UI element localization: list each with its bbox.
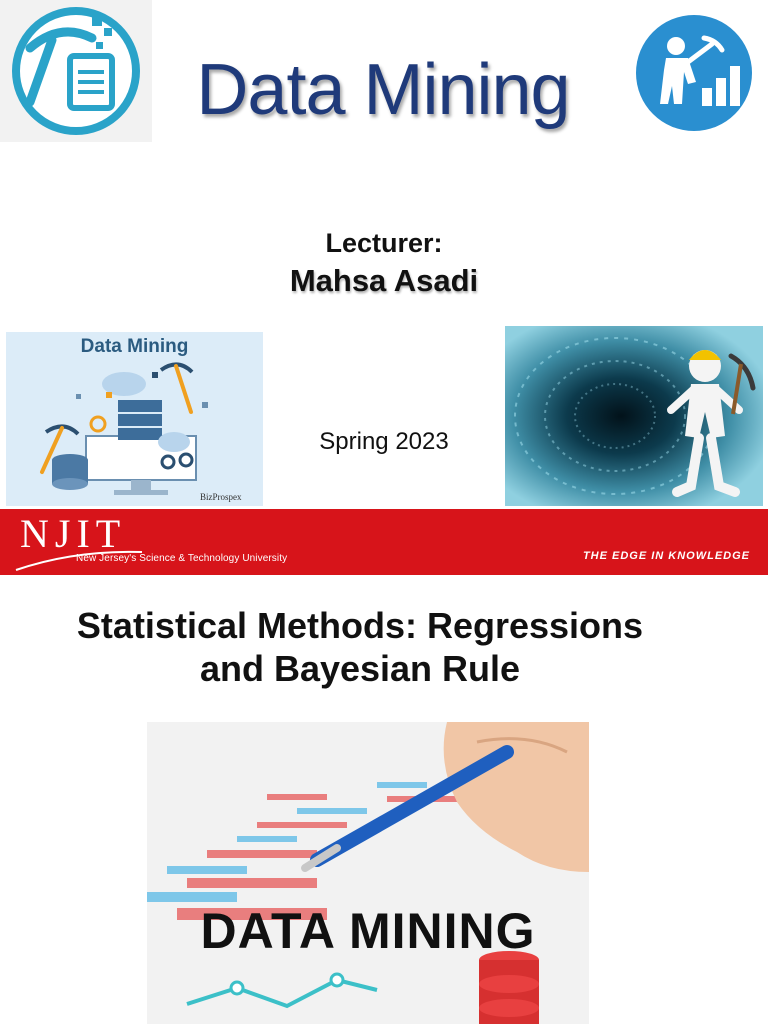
njit-subtitle: New Jersey's Science & Technology University <box>76 553 288 564</box>
njit-tagline: THE EDGE IN KNOWLEDGE <box>582 550 750 562</box>
bottom-image-caption: DATA MINING <box>200 903 536 959</box>
lecturer-name: Mahsa Asadi <box>289 263 479 298</box>
pen-chart-illustration-icon <box>147 722 589 1024</box>
miner-chart-icon <box>616 0 768 146</box>
topic-title-line-2: and Bayesian Rule <box>199 648 521 689</box>
left-image-caption: Data Mining <box>80 336 189 357</box>
semester-label: Spring 2023 <box>319 428 449 455</box>
lecturer-label: Lecturer: <box>325 228 443 258</box>
pen-chart-illustration <box>147 722 589 1024</box>
left-image-brand: BizProspex <box>200 492 242 502</box>
data-mining-illustration-icon <box>6 332 263 506</box>
topic-title-line-1: Statistical Methods: Regressions <box>76 605 644 646</box>
miner-tunnel-illustration <box>505 326 763 506</box>
topic-title <box>20 604 700 690</box>
njit-logo-text: NJIT <box>20 511 127 556</box>
left-logo <box>0 0 152 142</box>
right-logo <box>616 0 768 146</box>
miner-data-tunnel-illustration-icon <box>505 326 763 506</box>
pickaxe-document-icon <box>0 0 152 142</box>
data-mining-illustration <box>6 332 263 506</box>
main-title: Data Mining <box>196 50 570 130</box>
